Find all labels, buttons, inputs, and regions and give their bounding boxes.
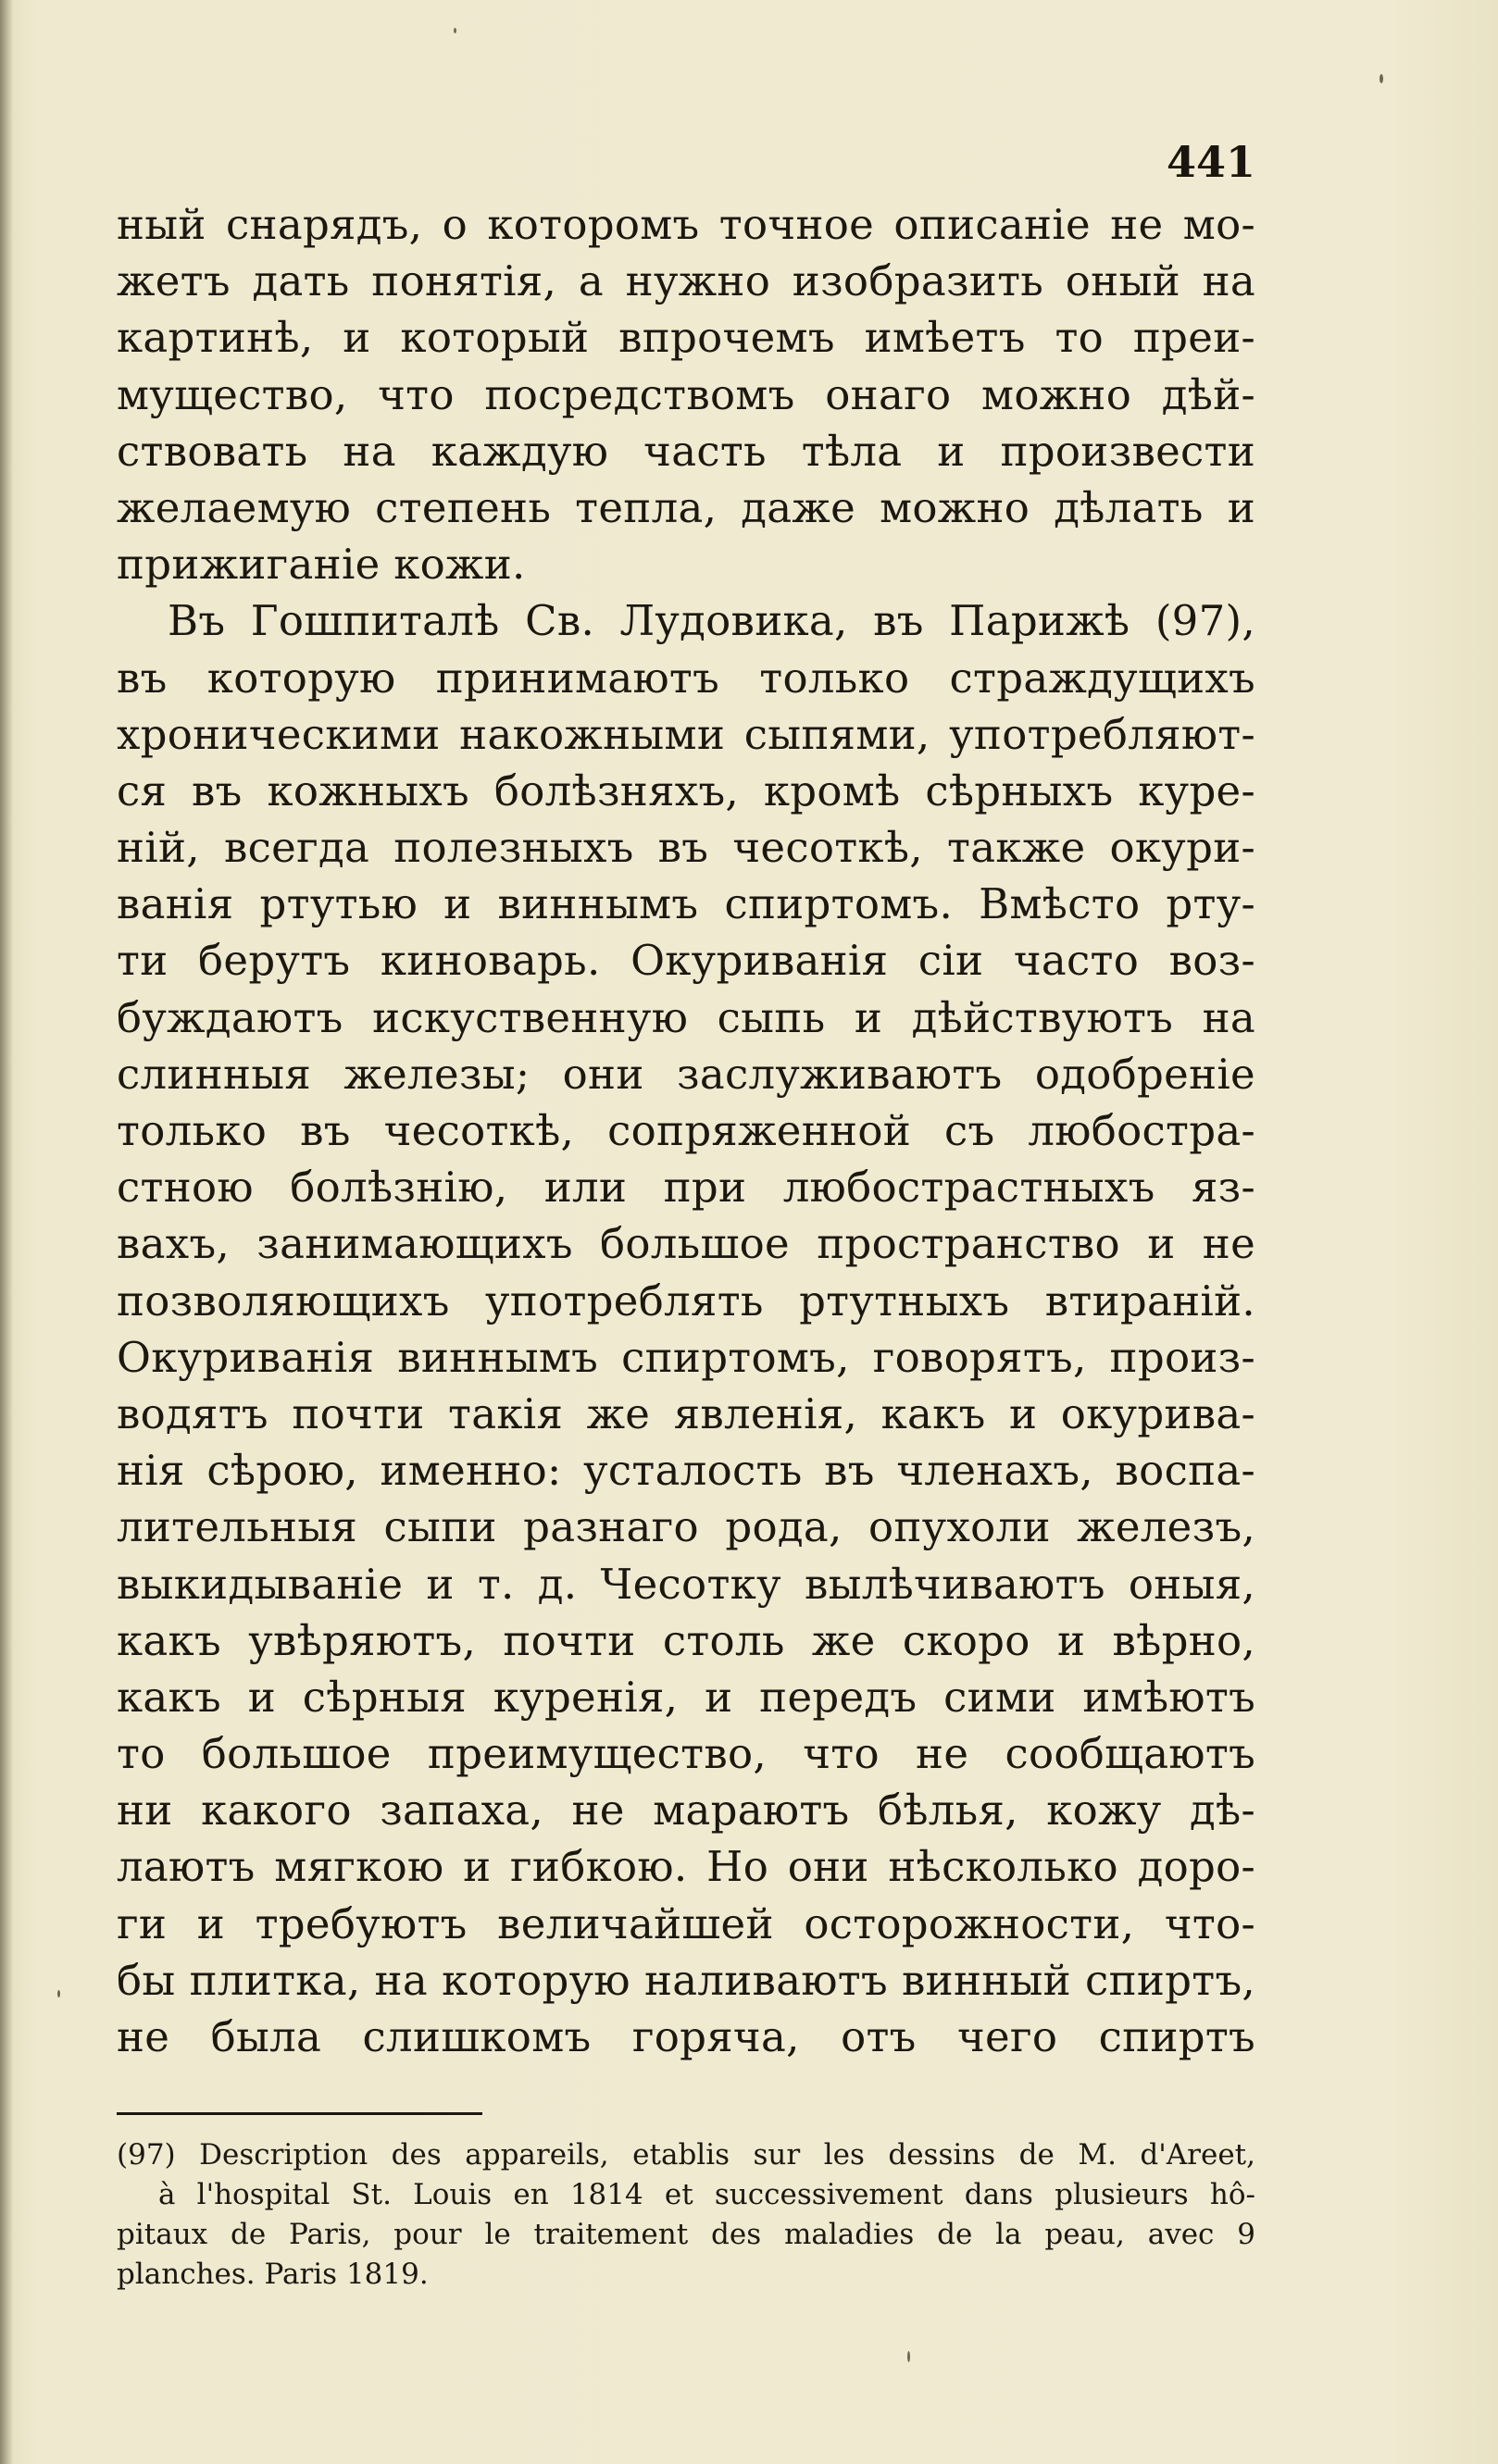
- text-line: только въ чесоткѣ, сопряженной съ любостра-: [117, 1106, 1255, 1155]
- text-line: ствовать на каждую часть тѣла и произвести: [117, 426, 1255, 476]
- text-line: вахъ, занимающихъ большое пространство и не: [117, 1219, 1255, 1269]
- text-line: лительныя сыпи разнаго рода, опухоли железъ,: [117, 1502, 1255, 1552]
- paper-speck: [907, 2351, 910, 2362]
- text-line: ся въ кожныхъ болѣзняхъ, кромѣ сѣрныхъ куре-: [117, 765, 1255, 815]
- text-line: стною болѣзнію, или при любострастныхъ яз-: [117, 1163, 1255, 1213]
- footnote-line: pitaux de Paris, pour le traitement des maladies de la peau, avec 9: [117, 2218, 1255, 2251]
- text-line: картинѣ, и который впрочемъ имѣетъ то преи-: [117, 313, 1255, 363]
- text-line: водятъ почти такія же явленія, какъ и окурива-: [117, 1388, 1255, 1438]
- text-line: желаемую степень тепла, даже можно дѣлать и: [117, 482, 1255, 532]
- text-line: бы плитка, на которую наливаютъ винный спиртъ,: [117, 1955, 1255, 2005]
- footnote-line: planches. Paris 1819.: [117, 2258, 429, 2291]
- text-line: лаютъ мягкою и гибкою. Но они нѣсколько доро-: [117, 1842, 1255, 1892]
- text-line: въ которую принимаютъ только страждущихъ: [117, 653, 1255, 703]
- text-line: ній, всегда полезныхъ въ чесоткѣ, также окури-: [117, 823, 1255, 873]
- text-line: то большое преимущество, что не сообщаютъ: [117, 1729, 1255, 1779]
- text-line: ванія ртутью и виннымъ спиртомъ. Вмѣсто рту-: [117, 879, 1255, 929]
- text-line: позволяющихъ употреблять ртутныхъ втираній.: [117, 1276, 1255, 1325]
- text-line: какъ и сѣрныя куренія, и передъ сими имѣютъ: [117, 1672, 1255, 1722]
- footnote-separator: [117, 2112, 482, 2115]
- page-number: 441: [1167, 137, 1256, 187]
- spine-shadow: [0, 0, 13, 2464]
- text-line: прижиганіе кожи.: [117, 540, 526, 590]
- text-line: выкидываніе и т. д. Чесотку вылѣчиваютъ оныя,: [117, 1559, 1255, 1609]
- text-line: слинныя железы; они заслуживаютъ одобреніе: [117, 1049, 1255, 1099]
- text-line: ни какого запаха, не мараютъ бѣлья, кожу дѣ-: [117, 1786, 1255, 1836]
- text-line: не была слишкомъ горяча, отъ чего спиртъ: [117, 2012, 1255, 2061]
- text-line: мущество, что посредствомъ онаго можно дѣй-: [117, 369, 1255, 419]
- text-line: ти берутъ киноварь. Окуриванія сіи часто воз-: [117, 936, 1255, 986]
- paper-speck: [57, 1990, 60, 1997]
- paper-speck: [1379, 74, 1383, 83]
- paper-speck: [454, 28, 456, 33]
- text-line: Окуриванія виннымъ спиртомъ, говорятъ, произ-: [117, 1332, 1255, 1382]
- text-line: буждаютъ искуственную сыпь и дѣйствуютъ на: [117, 992, 1255, 1042]
- main-text: [117, 196, 1255, 2065]
- text-line: Въ Гошпиталѣ Св. Лудовика, въ Парижѣ (97),: [168, 596, 1255, 646]
- text-line: жетъ дать понятія, а нужно изобразить оный на: [117, 256, 1255, 306]
- text-line: ги и требуютъ величайшей осторожности, что-: [117, 1898, 1255, 1948]
- text-line: какъ увѣряютъ, почти столь же скоро и вѣрно,: [117, 1615, 1255, 1665]
- footnote-line: à l'hospital St. Louis en 1814 et successivement dans plusieurs hô-: [158, 2178, 1255, 2211]
- footnote: [117, 2135, 1255, 2295]
- footnote-line: (97) Description des appareils, etablis sur les dessins de M. d'Areet,: [117, 2138, 1255, 2172]
- text-line: нія сѣрою, именно: усталость въ членахъ, воспа-: [117, 1446, 1255, 1496]
- text-line: ный снарядъ, о которомъ точное описаніе не мо-: [117, 200, 1255, 249]
- text-line: хроническими накожными сыпями, употребляют-: [117, 709, 1255, 759]
